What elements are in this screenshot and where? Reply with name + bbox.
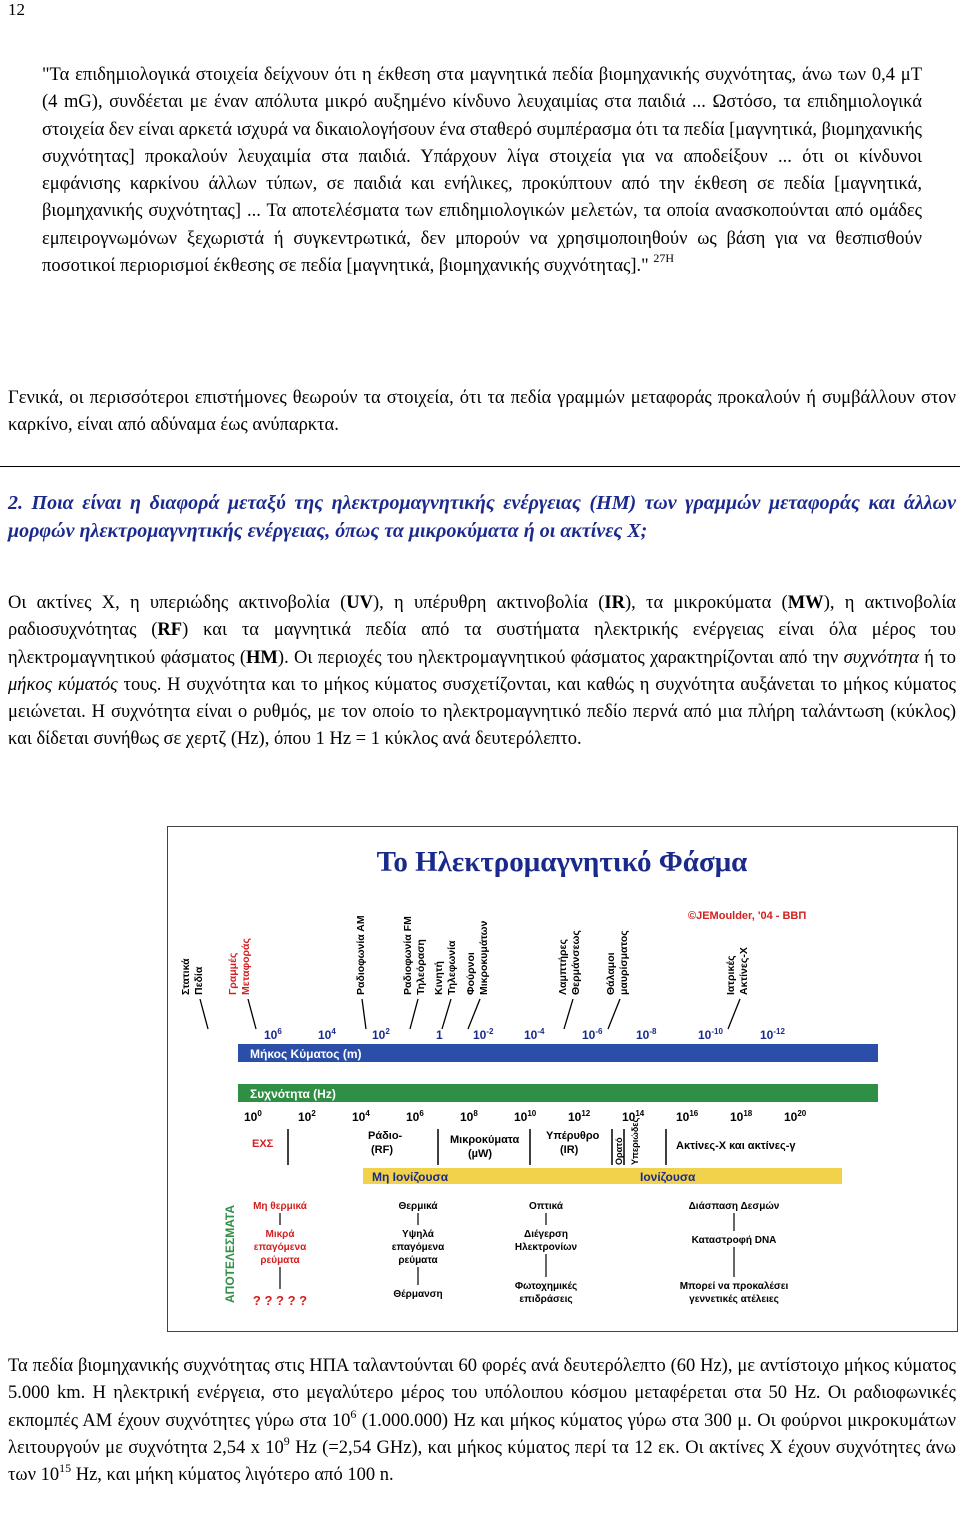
band-microwave: Μικροκύματα xyxy=(450,1134,520,1146)
band-rf: (RF) xyxy=(371,1144,393,1156)
exponent: 6 xyxy=(350,1406,357,1421)
text-run: τους. Η συχνότητα και το μήκος κύματος συσχετίζονται, και καθώς η συχνότητα αυξάνεται το μήκος κύματος μειώνεται. Η συχνότητα είναι ο ρυθμός, με τον οποίο το ηλεκτρομαγνητικό πεδίο περνά από μια πλήρη ταλάντωση (κύκλος) και δίδεται συνήθως σε χερτζ (Hz), όπου 1 Hz = 1 κύκλος ανά δευτερόλεπτο. xyxy=(8,674,956,750)
text-run: Οι ακτίνες Χ, η υπεριώδης ακτινοβολία ( xyxy=(8,593,347,613)
source-mobile-1: Κινητή xyxy=(433,961,445,995)
effect-small-3: ρεύματα xyxy=(260,1255,300,1266)
text-run: ). Οι περιοχές του ηλεκτρομαγνητικού φάσματος χαρακτηρίζονται από την xyxy=(277,647,844,668)
band-exs: ΕΧΣ xyxy=(252,1138,274,1150)
hm-abbrev: ΗΜ xyxy=(246,647,278,668)
freq-tick-5: $10^{10}$ xyxy=(514,1109,537,1124)
source-static-1: Στατικά xyxy=(180,958,192,995)
wl-tick-8: $10^{-10}$ xyxy=(698,1027,723,1042)
freq-tick-8: $10^{16}$ xyxy=(676,1109,699,1124)
text-run: Hz (=2,54 GHz), και μήκος κύματος περί τα 12 εκ. Οι ακτίνες Χ έχουν συχνότητες άνω των 10 xyxy=(8,1437,957,1486)
text-run: Τα πεδία βιομηχανικής συχνότητας στις ΗΠΑ ταλαντούνται 60 φορές ανά δευτερόλεπτο (60 Hz), με αντίστοιχο μήκος κύματος 5.000 km. Η ηλεκτρική ενέργεια, στο μεγαλύτερο μέρος του υπόλοιπου κόσμου μεταφέρεται στα 50 Hz. Οι ραδιοφωνικές εκπομπές ΑΜ έχουν συχνότητες γύρω στα 10 xyxy=(8,1356,956,1431)
frequency-label: Συχνότητα (Hz) xyxy=(250,1087,336,1101)
exponent: 15 xyxy=(59,1461,72,1476)
text-run: (1.000.000) Hz και μήκος κύματος γύρω στα 300 μ. Οι φούρνοι μικροκυμάτων λειτουργούν με συχνότητα 2,54 x 10 xyxy=(8,1410,956,1458)
effect-photochem-1: Φωτοχημικές xyxy=(514,1281,578,1292)
em-spectrum-figure xyxy=(167,826,958,1332)
freq-tick-10: $10^{20}$ xyxy=(784,1109,807,1124)
source-microwave-1: Φούρνοι xyxy=(465,952,477,995)
figure-credit: ©JEMoulder, '04 - ΒΒΠ xyxy=(688,910,807,922)
source-heatlamp-1: Λαμπτήρες xyxy=(557,939,569,995)
effect-thermal: Θερμικά xyxy=(398,1201,438,1212)
wavelength-label: Μήκος Κύματος (m) xyxy=(250,1047,362,1061)
wl-tick-7: $10^{-8}$ xyxy=(636,1027,657,1042)
effect-small-2: επαγόμενα xyxy=(253,1242,307,1253)
effect-high-2: επαγόμενα xyxy=(391,1242,445,1253)
source-mobile-2: Τηλεφωνία xyxy=(446,940,458,995)
band-visible: Ορατό xyxy=(614,1137,624,1165)
effect-high-3: ρεύματα xyxy=(398,1255,438,1266)
freq-tick-7: $10^{14}$ xyxy=(622,1109,645,1124)
text-run: ), η ακτινοβολία ραδιοσυχνότητας ( xyxy=(8,593,956,641)
wl-tick-1: $10^4$ xyxy=(318,1027,336,1042)
ionizing-label: Ιονίζουσα xyxy=(640,1170,696,1184)
reference-mark: 27H xyxy=(653,251,674,266)
band-uw: (µW) xyxy=(468,1148,493,1160)
wavelength-term: μήκος κύματός xyxy=(8,674,118,695)
source-microwave-2: Μικροκυμάτων xyxy=(478,920,490,995)
paragraph-conclusion: Γενικά, οι περισσότεροι επιστήμονες θεωρούν τα στοιχεία, ότι τα πεδία γραμμών μεταφοράς προκαλούν ή συμβάλλουν στον καρκίνο, είναι από αδύναμα έως ανύπαρκτα. xyxy=(8,388,956,436)
freq-tick-1: $10^2$ xyxy=(298,1109,316,1124)
question-text: Ποια είναι η διαφορά μεταξύ της ηλεκτρομαγνητικής ενέργειας (ΗΜ) των γραμμών μεταφοράς και άλλων μορφών ηλεκτρομαγνητικής ενέργειας, όπως τα μικροκύματα ή οι ακτίνες Χ; xyxy=(8,492,957,542)
wl-tick-9: $10^{-12}$ xyxy=(760,1027,785,1042)
freq-tick-2: $10^4$ xyxy=(352,1109,370,1124)
source-am: Ραδιοφωνία ΑΜ xyxy=(355,915,367,995)
rf-abbrev: RF xyxy=(157,620,183,641)
text-run: ), τα μικροκύματα ( xyxy=(624,593,788,613)
effect-genetic-1: Μπορεί να προκαλέσει xyxy=(679,1281,789,1292)
non-ionizing-label: Μη Ιονίζουσα xyxy=(372,1170,449,1184)
wl-tick-3: 1 xyxy=(436,1028,443,1042)
wl-tick-2: $10^2$ xyxy=(372,1027,390,1042)
source-static-2: Πεδία xyxy=(193,966,205,995)
page-number: 12 xyxy=(8,0,25,19)
band-ir: (IR) xyxy=(560,1144,579,1156)
source-xray-1: Ιατρικές xyxy=(725,955,737,995)
source-tv: Τηλεόραση xyxy=(415,939,427,995)
effects-side-label: ΑΠΟΤΕΛΕΣΜΑΤΑ xyxy=(223,1205,237,1303)
uv-abbrev: UV xyxy=(346,593,373,613)
section-divider xyxy=(0,466,960,467)
effect-photochem-2: επιδράσεις xyxy=(519,1294,573,1305)
quote-paragraph xyxy=(42,62,922,280)
source-tanning-1: Θάλαμοι xyxy=(605,952,617,995)
text-run: ή το xyxy=(918,647,957,668)
effect-small-1: Μικρά xyxy=(265,1229,295,1240)
frequency-term: συχνότητα xyxy=(843,647,919,668)
mw-abbrev: MW xyxy=(787,593,824,613)
quote-text: "Τα επιδημιολογικά στοιχεία δείχνουν ότι η έκθεση στα μαγνητικά πεδία βιομηχανικής συχνότητας, άνω των 0,4 μT (4 mG), συνδέεται με έναν απόλυτα μικρό αυξημένο κίνδυνο λευχαιμίας στα παιδιά ... Ωστόσο, τα επιδημιολογικά στοιχεία δεν είναι αρκετά ισχυρά να δικαιολογήσουν ένα σταθερό συμπέρασμα ότι τα πεδία [μαγνητικά, βιομηχανικής συχνότητας] προκαλούν λευχαιμία στα παιδιά. Υπάρχουν λίγα στοιχεία για να αποδείξουν ... ότι οι κίνδυνοι εμφάνισης καρκίνου άλλων τύπων, σε παιδιά και ενήλικες, προκύπτουν από την έκθεση σε πεδία [μαγνητικά, βιομηχανικής συχνότητας] ... Τα αποτελέσματα των επιδημιολογικών μελετών, τα οποία ανασκοπούνται από ομάδες εμπειρογνωμόνων ξεχωριστά ή συγκεντρωτικά, δεν μπορούν να χρησιμοποιηθούν ως βάση για να θεσπισθούν ποσοτικοί περιορισμοί έκθεσης σε πεδία [μαγνητικά, βιομηχανικής συχνότητας]." xyxy=(42,65,922,277)
effect-excite-1: Διέγερση xyxy=(524,1229,568,1240)
paragraph-spectrum xyxy=(8,590,956,754)
effect-bond-break: Διάσπαση Δεσμών xyxy=(688,1201,780,1212)
freq-tick-4: $10^8$ xyxy=(460,1109,478,1124)
paragraph-frequencies xyxy=(8,1353,956,1489)
effect-genetic-2: γεννετικές ατέλειες xyxy=(689,1294,779,1305)
effect-heating: Θέρμανση xyxy=(393,1289,443,1300)
exponent: 9 xyxy=(283,1433,290,1448)
ir-abbrev: IR xyxy=(604,593,625,613)
effect-dna: Καταστροφή DNA xyxy=(691,1235,777,1246)
effect-nonthermal: Μη θερμικά xyxy=(253,1201,307,1212)
band-xgamma: Ακτίνες-Χ και ακτίνες-γ xyxy=(676,1140,796,1152)
effect-excite-2: Ηλεκτρονίων xyxy=(514,1242,578,1253)
freq-tick-6: $10^{12}$ xyxy=(568,1109,591,1124)
freq-tick-9: $10^{18}$ xyxy=(730,1109,753,1124)
wl-tick-0: $10^6$ xyxy=(264,1027,282,1042)
band-infrared: Υπέρυθρο xyxy=(546,1130,600,1142)
question-number: 2. xyxy=(8,492,23,514)
source-xray-2: Ακτίνες-Χ xyxy=(738,947,750,995)
freq-tick-3: $10^6$ xyxy=(406,1109,424,1124)
effect-high-1: Υψηλά xyxy=(402,1229,434,1240)
freq-tick-0: $10^0$ xyxy=(244,1109,262,1124)
wl-tick-6: $10^{-6}$ xyxy=(582,1027,603,1042)
source-powerline-2: Μεταφοράς xyxy=(240,938,252,995)
band-uv: Υπεριώδες xyxy=(630,1117,640,1165)
text-run: Hz, και μήκη κύματος λιγότερο από 100 n. xyxy=(71,1465,394,1486)
text-run: ) και τα μαγνητικά πεδία από τα συστήματα ηλεκτρικής ενέργειας είναι όλα μέρος του ηλεκτρομαγνητικού φάσματος ( xyxy=(8,620,956,668)
source-powerline-1: Γραμμές xyxy=(227,952,239,995)
band-radio: Ράδιο- xyxy=(368,1130,403,1142)
source-heatlamp-2: Θερμάνσεως xyxy=(570,930,582,995)
wl-tick-4: $10^{-2}$ xyxy=(473,1027,494,1042)
wl-tick-5: $10^{-4}$ xyxy=(524,1027,545,1042)
source-tanning-2: μαυρίσματος xyxy=(618,930,630,995)
effect-optical: Οπτικά xyxy=(528,1201,564,1212)
text-run: ), η υπέρυθρη ακτινοβολία ( xyxy=(373,593,605,613)
figure-title: Το Ηλεκτρομαγνητικό Φάσμα xyxy=(376,846,748,878)
source-fm: Ραδιοφωνία FM xyxy=(402,916,414,995)
effect-unknown: ? ? ? ? ? xyxy=(252,1293,308,1308)
question-heading xyxy=(8,489,956,545)
